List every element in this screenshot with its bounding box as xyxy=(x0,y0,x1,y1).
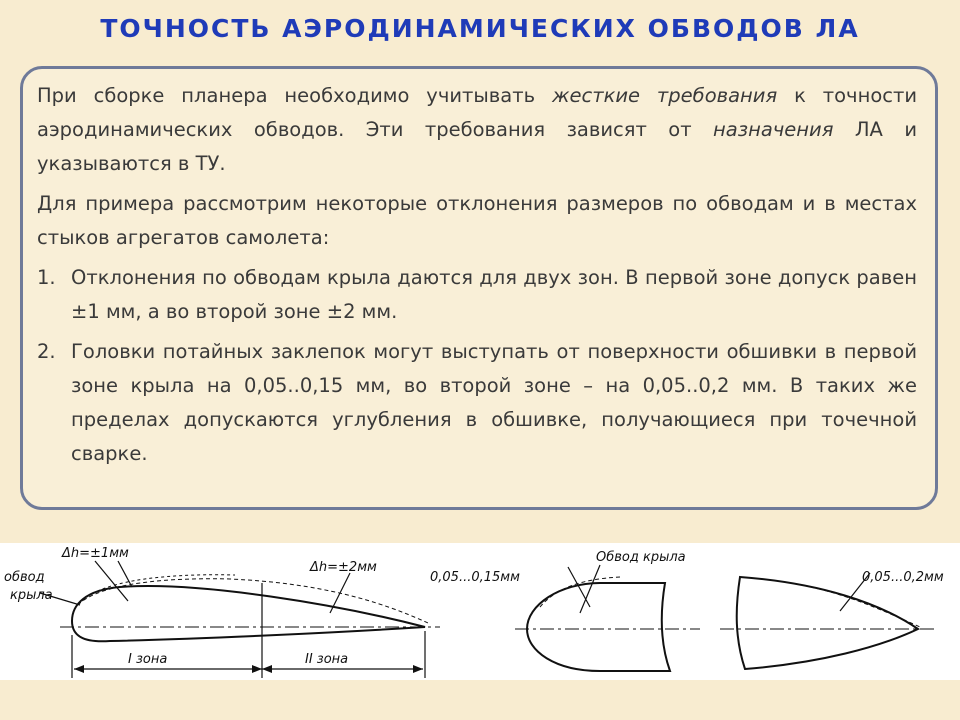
rivet-tolerance-label-zone2: 0,05...0,2мм xyxy=(862,570,944,585)
rivet-tolerance-label-zone1: 0,05...0,15мм xyxy=(430,570,520,585)
lead-paragraph: Для примера рассмотрим некоторые отклонения размеров по обводам и в местах стыков агрегатов самолета: xyxy=(37,192,917,249)
wing-profile-figure xyxy=(0,543,960,680)
emphasis-requirements: жесткие требования xyxy=(551,84,778,107)
list-text: Отклонения по обводам крыла даются для двух зон. В первой зоне допуск равен ±1 мм, а во второй зоне ±2 мм. xyxy=(71,266,917,323)
list-number: 1. xyxy=(37,266,56,289)
wing-contour-label-detail: Обвод крыла xyxy=(596,550,686,565)
tolerance-label-zone2: Δh=±2мм xyxy=(310,560,377,575)
leading-edge-detail xyxy=(527,583,670,671)
list-item xyxy=(37,335,917,471)
wing-contour-label: крыла xyxy=(10,588,53,603)
list-text: Головки потайных заклепок могут выступать от поверхности обшивки в первой зоне крыла на 0,05..0,15 мм, во второй зоне – на 0,05..0,2 мм. В таких же пределах допускаются углубления в обшивке, получающиеся при точечной сварке. xyxy=(71,340,917,465)
wing-profile-drawing xyxy=(0,543,960,680)
tolerance-label-zone1: Δh=±1мм xyxy=(62,546,129,561)
list-number: 2. xyxy=(37,340,56,363)
zone2-label: II зона xyxy=(305,652,349,667)
page-title: ТОЧНОСТЬ АЭРОДИНАМИЧЕСКИХ ОБВОДОВ ЛА xyxy=(100,14,860,43)
intro-paragraph: При сборке планера необходимо учитывать жесткие требования к точности аэродинамических обводов. Эти требования зависят от назначения ЛА и указываются в ТУ. xyxy=(37,84,918,175)
emphasis-purpose: назначения xyxy=(713,118,834,141)
wing-contour-label: обвод xyxy=(4,570,45,585)
content-box xyxy=(20,66,938,510)
airfoil-outline xyxy=(72,586,425,641)
list-item xyxy=(37,261,917,329)
zone1-label: I зона xyxy=(128,652,168,667)
